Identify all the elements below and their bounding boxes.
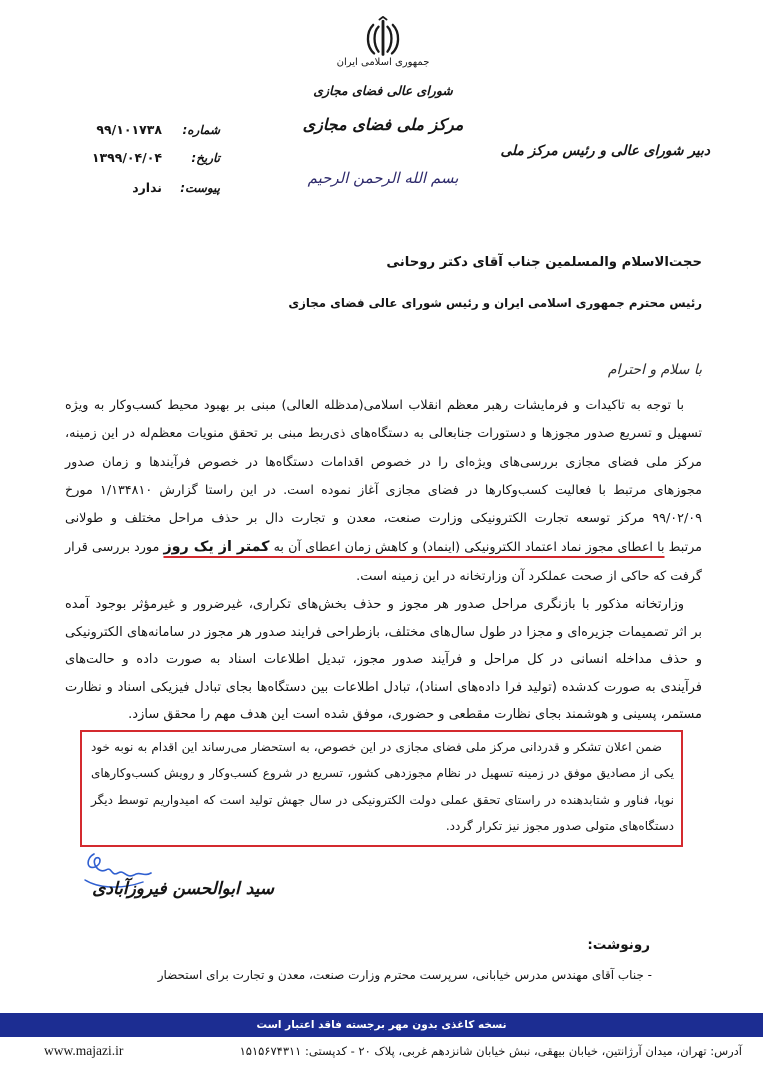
footer-notice-bar xyxy=(0,1013,763,1037)
number-label: شماره: xyxy=(182,123,220,137)
recipient-name: حجت‌الاسلام والمسلمین جناب آقای دکتر روحانی xyxy=(386,255,702,270)
cc-label: رونوشت: xyxy=(587,937,650,953)
paragraph-line: دستگاه‌های متولی صدور مجوز نیز تکرار گردد. xyxy=(445,818,674,833)
paragraph-line: ضمن اعلان تشکر و قدردانی مرکز ملی فضای مجازی در این خصوص، به استحضار می‌رساند این اقدام به نوبه خود xyxy=(91,740,662,754)
footer-notice: نسخه کاغذی بدون مهر برجسته فاقد اعتبار است xyxy=(256,1019,507,1031)
paragraph-line: یکی از مصادیق موفق در زمینه تسهیل در نظام مجوزدهی کشور، تسریع در شروع کسب‌وکار و رویش کسب‌وکارهای xyxy=(91,766,674,781)
recipient-title: رئیس محترم جمهوری اسلامی ایران و رئیس شورای عالی فضای مجازی xyxy=(288,296,702,310)
greeting: با سلام و احترام xyxy=(607,362,702,378)
paragraph-line: وزارتخانه مذکور با بازنگری مراحل صدور هر مجوز و حذف بخش‌های تکراری، غیرضرور و غیرمؤثر بوجود آمده xyxy=(65,597,684,612)
letter-date: ۱۳۹۹/۰۴/۰۴ xyxy=(91,150,162,165)
paragraph-line: ۹۹/۰۲/۰۹ مرکز توسعه تجارت الکترونیکی وزارت صنعت، معدن و تجارت دال بر حذف مراحل مختلف و طولانی xyxy=(65,511,702,527)
highlight-box xyxy=(80,730,683,847)
line-text: مورد بررسی قرار xyxy=(65,540,164,556)
letter-number: ۹۹/۱۰۱۷۳۸ xyxy=(96,122,162,137)
paragraph-line: تسهیل و تسریع صدور مجوزها و دستورات جنابعالی به دستگاه‌های ذی‌ربط مبنی بر تحقق منویات معظم‌له در این زمینه، xyxy=(65,426,702,442)
highlighted-phrase xyxy=(163,540,664,555)
paragraph-line: با توجه به تاکیدات و فرمایشات رهبر معظم انقلاب اسلامی(مدظله العالی) مبنی بر بهبود محیط کسب‌وکار به ویژه xyxy=(65,398,684,413)
body-paragraph-3 xyxy=(91,734,674,839)
paragraph-line xyxy=(65,533,702,562)
line-text: با اعطای مجوز نماد اعتماد الکترونیکی (اینماد) و کاهش زمان اعطای آن به xyxy=(269,540,665,556)
paragraph-line: فرآیندی به صورت کدشده (تولید فرا داده‌های اسناد)، تبادل اطلاعات بین دستگاه‌ها بجای تبادل فیزیکی اسناد و نظارت xyxy=(65,679,702,695)
paragraph-line: گرفت که حاکی از صحت عملکرد آن وزارتخانه در این زمینه است. xyxy=(356,568,702,584)
attachment-value: ندارد xyxy=(132,180,162,195)
letterhead-council: شورای عالی فضای مجازی xyxy=(313,83,453,98)
paragraph-line: مجوزهای مرتبط با فعالیت کسب‌وکارها در فضای مجازی آغاز نموده است. در این راستا گزارش ۱/۱۳۴۸۱۰ مورخ xyxy=(65,482,702,498)
body-paragraph-1 xyxy=(65,392,702,591)
paragraph-line: بر اثر تصمیمات جزیره‌ای و مجزا در طول سال‌های مختلف، بازطراحی فرایند صدور هر مجوز در سامانه‌های الکترونیکی xyxy=(65,624,702,640)
attachment-label: پیوست: xyxy=(180,181,220,195)
footer-website: www.majazi.ir xyxy=(44,1043,124,1058)
basmala: بسم الله الرحمن الرحیم xyxy=(307,169,459,187)
date-label: تاریخ: xyxy=(191,151,220,165)
paragraph-line: نوپا، فناور و شتابدهنده در راستای تحقق عملی دولت الکترونیکی در سال جهش تولید است که امیدواریم توسط دیگر xyxy=(91,792,674,807)
footer-address: آدرس: تهران، میدان آرژانتین، خیابان بیهقی، نبش خیابان شانزدهم غربی، پلاک ۲۰ - کدپستی: ۱۵۱۵۶۷۴۳۱۱ xyxy=(239,1044,742,1058)
paragraph-line: مرکز ملی فضای مجازی بررسی‌های ویژه‌ای را در خصوص اقدامات دستگاه‌ها در خصوص فرآیندها و زمان صدور xyxy=(65,454,702,470)
letterhead-country: جمهوری اسلامی ایران xyxy=(336,57,430,68)
body-paragraph-2 xyxy=(65,591,702,729)
signatory-name: سید ابوالحسن فیروزآبادی xyxy=(92,879,274,899)
emblem-graphic xyxy=(365,16,401,57)
sender-title: دبیر شورای عالی و رئیس مرکز ملی xyxy=(500,143,710,159)
line-text: مرتبط xyxy=(664,540,702,556)
cc-recipient: - جناب آقای مهندس مدرس خیابانی، سرپرست محترم وزارت صنعت، معدن و تجارت برای استحضار xyxy=(157,968,652,982)
paragraph-line: و حذف مداخله انسانی در کل مراحل و فرآیند صدور مجوز، تبدیل اطلاعات اسناد به صورت داده و حالت‌های xyxy=(65,652,702,668)
paragraph-line: مستمر، پسینی و هوشمند بجای نظارت مقطعی و حضوری، موفق شده است این هدف مهم را محقق سازد. xyxy=(128,707,702,723)
letterhead-center-name: مرکز ملی فضای مجازی xyxy=(302,115,464,134)
iran-emblem-icon xyxy=(365,16,401,57)
emphasis-text: کمتر از یک روز xyxy=(163,539,270,556)
